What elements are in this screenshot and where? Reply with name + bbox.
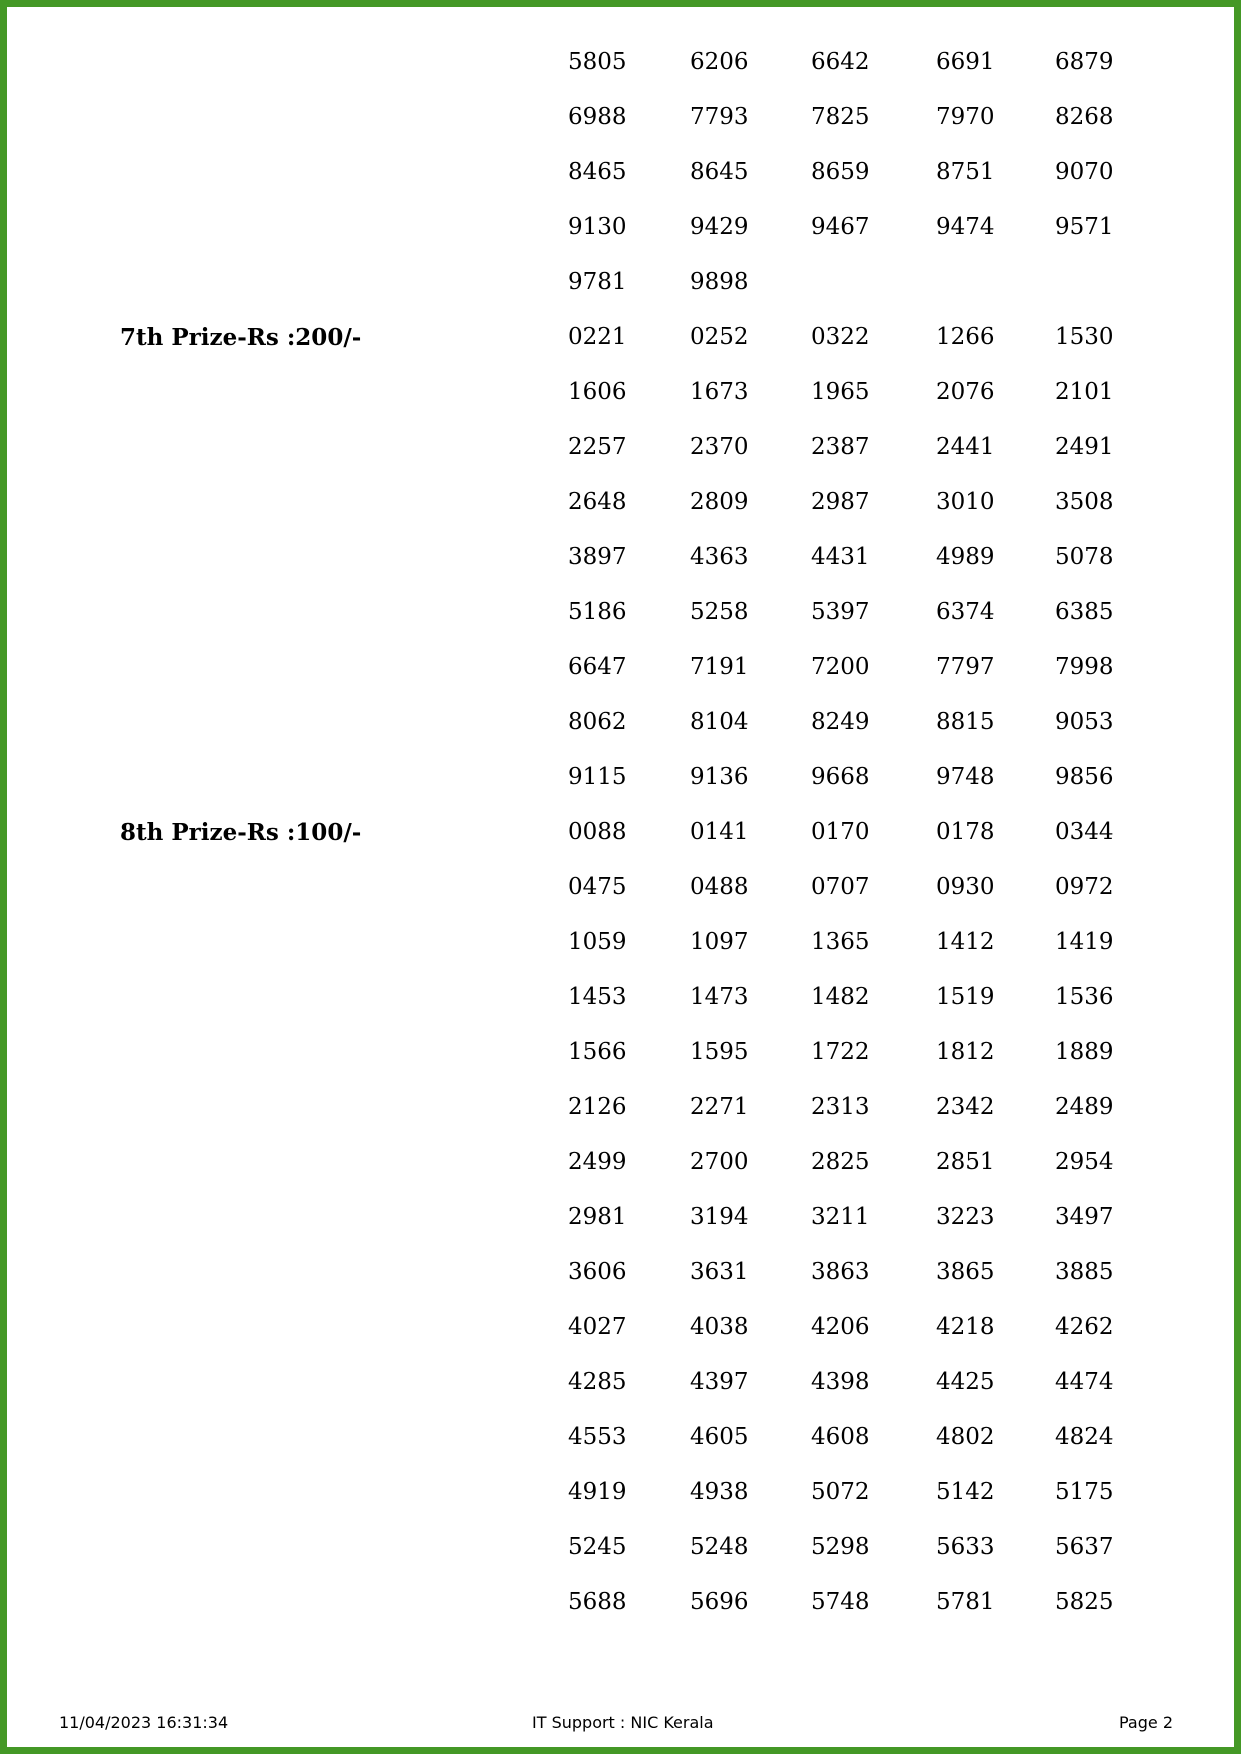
ticket-number: 4206 — [811, 1314, 870, 1340]
ticket-number: 2342 — [936, 1094, 995, 1120]
prize-section-continued — [0, 35, 1241, 310]
number-row — [0, 1355, 1241, 1410]
number-row — [0, 1410, 1241, 1465]
number-row — [0, 970, 1241, 1025]
ticket-number: 5186 — [568, 599, 627, 625]
prize-label: 8th Prize-Rs :100/- — [120, 819, 362, 846]
ticket-number: 7998 — [1055, 654, 1114, 680]
ticket-number: 1412 — [936, 929, 995, 955]
ticket-number: 9474 — [936, 214, 995, 240]
ticket-number: 5696 — [690, 1589, 749, 1615]
number-row — [0, 1520, 1241, 1575]
ticket-number: 0930 — [936, 874, 995, 900]
prize-section-7th — [0, 310, 1241, 805]
ticket-number: 4824 — [1055, 1424, 1114, 1450]
number-rows — [0, 310, 1241, 805]
ticket-number: 9898 — [690, 269, 749, 295]
ticket-number: 4038 — [690, 1314, 749, 1340]
ticket-number: 2257 — [568, 434, 627, 460]
ticket-number: 6385 — [1055, 599, 1114, 625]
ticket-number: 4027 — [568, 1314, 627, 1340]
number-rows — [0, 35, 1241, 310]
ticket-number: 5748 — [811, 1589, 870, 1615]
number-row — [0, 1245, 1241, 1300]
ticket-number: 5072 — [811, 1479, 870, 1505]
ticket-number: 5633 — [936, 1534, 995, 1560]
number-row — [0, 1025, 1241, 1080]
number-rows — [0, 805, 1241, 1630]
ticket-number: 0088 — [568, 819, 627, 845]
ticket-number: 3885 — [1055, 1259, 1114, 1285]
ticket-number: 2126 — [568, 1094, 627, 1120]
ticket-number: 9668 — [811, 764, 870, 790]
ticket-number: 6988 — [568, 104, 627, 130]
number-row — [0, 1190, 1241, 1245]
number-row — [0, 860, 1241, 915]
ticket-number: 2441 — [936, 434, 995, 460]
ticket-number: 1606 — [568, 379, 627, 405]
ticket-number: 1482 — [811, 984, 870, 1010]
ticket-number: 4398 — [811, 1369, 870, 1395]
footer-support: IT Support : NIC Kerala — [532, 1713, 714, 1732]
number-row — [0, 1575, 1241, 1630]
number-row — [0, 805, 1241, 860]
ticket-number: 9070 — [1055, 159, 1114, 185]
ticket-number: 1453 — [568, 984, 627, 1010]
ticket-number: 3010 — [936, 489, 995, 515]
ticket-number: 3223 — [936, 1204, 995, 1230]
ticket-number: 5258 — [690, 599, 749, 625]
ticket-number: 4262 — [1055, 1314, 1114, 1340]
ticket-number: 1530 — [1055, 324, 1114, 350]
ticket-number: 5298 — [811, 1534, 870, 1560]
ticket-number: 0475 — [568, 874, 627, 900]
ticket-number: 3863 — [811, 1259, 870, 1285]
ticket-number: 1097 — [690, 929, 749, 955]
ticket-number: 4989 — [936, 544, 995, 570]
ticket-number: 1519 — [936, 984, 995, 1010]
ticket-number: 5637 — [1055, 1534, 1114, 1560]
ticket-number: 1059 — [568, 929, 627, 955]
ticket-number: 9571 — [1055, 214, 1114, 240]
ticket-number: 6374 — [936, 599, 995, 625]
ticket-number: 8751 — [936, 159, 995, 185]
number-row — [0, 530, 1241, 585]
number-row — [0, 1300, 1241, 1355]
ticket-number: 4425 — [936, 1369, 995, 1395]
ticket-number: 3194 — [690, 1204, 749, 1230]
ticket-number: 2271 — [690, 1094, 749, 1120]
ticket-number: 0252 — [690, 324, 749, 350]
ticket-number: 2313 — [811, 1094, 870, 1120]
ticket-number: 6879 — [1055, 49, 1114, 75]
ticket-number: 2387 — [811, 434, 870, 460]
ticket-number: 7970 — [936, 104, 995, 130]
ticket-number: 1889 — [1055, 1039, 1114, 1065]
number-row — [0, 585, 1241, 640]
ticket-number: 5142 — [936, 1479, 995, 1505]
ticket-number: 0344 — [1055, 819, 1114, 845]
ticket-number: 3606 — [568, 1259, 627, 1285]
number-row — [0, 1080, 1241, 1135]
number-row — [0, 255, 1241, 310]
ticket-number: 1566 — [568, 1039, 627, 1065]
ticket-number: 0707 — [811, 874, 870, 900]
ticket-number: 4938 — [690, 1479, 749, 1505]
ticket-number: 3508 — [1055, 489, 1114, 515]
ticket-number: 7200 — [811, 654, 870, 680]
ticket-number: 1812 — [936, 1039, 995, 1065]
ticket-number: 4431 — [811, 544, 870, 570]
number-row — [0, 750, 1241, 805]
ticket-number: 5781 — [936, 1589, 995, 1615]
ticket-number: 1419 — [1055, 929, 1114, 955]
ticket-number: 5397 — [811, 599, 870, 625]
ticket-number: 2851 — [936, 1149, 995, 1175]
ticket-number: 1365 — [811, 929, 870, 955]
number-row — [0, 310, 1241, 365]
ticket-number: 0972 — [1055, 874, 1114, 900]
ticket-number: 9781 — [568, 269, 627, 295]
ticket-number: 9467 — [811, 214, 870, 240]
ticket-number: 2499 — [568, 1149, 627, 1175]
prize-label: 7th Prize-Rs :200/- — [120, 324, 362, 351]
number-row — [0, 1135, 1241, 1190]
ticket-number: 9429 — [690, 214, 749, 240]
ticket-number: 4553 — [568, 1424, 627, 1450]
ticket-number: 2987 — [811, 489, 870, 515]
ticket-number: 8659 — [811, 159, 870, 185]
results-content — [0, 35, 1241, 1630]
ticket-number: 6691 — [936, 49, 995, 75]
ticket-number: 5248 — [690, 1534, 749, 1560]
ticket-number: 2809 — [690, 489, 749, 515]
ticket-number: 1595 — [690, 1039, 749, 1065]
ticket-number: 4605 — [690, 1424, 749, 1450]
ticket-number: 3211 — [811, 1204, 870, 1230]
ticket-number: 8268 — [1055, 104, 1114, 130]
ticket-number: 5078 — [1055, 544, 1114, 570]
ticket-number: 9856 — [1055, 764, 1114, 790]
ticket-number: 1266 — [936, 324, 995, 350]
ticket-number: 3631 — [690, 1259, 749, 1285]
ticket-number: 7797 — [936, 654, 995, 680]
footer-timestamp: 11/04/2023 16:31:34 — [59, 1713, 229, 1732]
ticket-number: 5825 — [1055, 1589, 1114, 1615]
ticket-number: 5805 — [568, 49, 627, 75]
ticket-number: 0141 — [690, 819, 749, 845]
ticket-number: 1536 — [1055, 984, 1114, 1010]
ticket-number: 4802 — [936, 1424, 995, 1450]
number-row — [0, 915, 1241, 970]
ticket-number: 5175 — [1055, 1479, 1114, 1505]
ticket-number: 9748 — [936, 764, 995, 790]
ticket-number: 6647 — [568, 654, 627, 680]
ticket-number: 0221 — [568, 324, 627, 350]
ticket-number: 2489 — [1055, 1094, 1114, 1120]
ticket-number: 8062 — [568, 709, 627, 735]
ticket-number: 9053 — [1055, 709, 1114, 735]
ticket-number: 9136 — [690, 764, 749, 790]
ticket-number: 6642 — [811, 49, 870, 75]
ticket-number: 2981 — [568, 1204, 627, 1230]
ticket-number: 8815 — [936, 709, 995, 735]
ticket-number: 2076 — [936, 379, 995, 405]
ticket-number: 1473 — [690, 984, 749, 1010]
ticket-number: 1722 — [811, 1039, 870, 1065]
ticket-number: 4608 — [811, 1424, 870, 1450]
ticket-number: 9115 — [568, 764, 627, 790]
ticket-number: 2700 — [690, 1149, 749, 1175]
ticket-number: 0322 — [811, 324, 870, 350]
ticket-number: 0170 — [811, 819, 870, 845]
ticket-number: 3497 — [1055, 1204, 1114, 1230]
ticket-number: 4474 — [1055, 1369, 1114, 1395]
number-row — [0, 1465, 1241, 1520]
ticket-number: 0488 — [690, 874, 749, 900]
prize-section-8th — [0, 805, 1241, 1630]
ticket-number: 0178 — [936, 819, 995, 845]
ticket-number: 4218 — [936, 1314, 995, 1340]
page-footer — [0, 1713, 1241, 1737]
number-row — [0, 365, 1241, 420]
number-row — [0, 90, 1241, 145]
number-row — [0, 145, 1241, 200]
ticket-number: 2491 — [1055, 434, 1114, 460]
ticket-number: 8465 — [568, 159, 627, 185]
number-row — [0, 475, 1241, 530]
ticket-number: 2825 — [811, 1149, 870, 1175]
number-row — [0, 35, 1241, 90]
number-row — [0, 695, 1241, 750]
ticket-number: 1673 — [690, 379, 749, 405]
ticket-number: 7191 — [690, 654, 749, 680]
ticket-number: 2370 — [690, 434, 749, 460]
ticket-number: 4285 — [568, 1369, 627, 1395]
ticket-number: 8104 — [690, 709, 749, 735]
ticket-number: 8249 — [811, 709, 870, 735]
ticket-number: 8645 — [690, 159, 749, 185]
ticket-number: 4919 — [568, 1479, 627, 1505]
ticket-number: 2101 — [1055, 379, 1114, 405]
number-row — [0, 200, 1241, 255]
ticket-number: 7825 — [811, 104, 870, 130]
footer-page-number: Page 2 — [1119, 1713, 1173, 1732]
ticket-number: 5245 — [568, 1534, 627, 1560]
ticket-number: 3897 — [568, 544, 627, 570]
number-row — [0, 420, 1241, 475]
ticket-number: 7793 — [690, 104, 749, 130]
ticket-number: 1965 — [811, 379, 870, 405]
ticket-number: 3865 — [936, 1259, 995, 1285]
ticket-number: 4363 — [690, 544, 749, 570]
ticket-number: 5688 — [568, 1589, 627, 1615]
ticket-number: 2954 — [1055, 1149, 1114, 1175]
number-row — [0, 640, 1241, 695]
ticket-number: 9130 — [568, 214, 627, 240]
ticket-number: 6206 — [690, 49, 749, 75]
ticket-number: 4397 — [690, 1369, 749, 1395]
ticket-number: 2648 — [568, 489, 627, 515]
